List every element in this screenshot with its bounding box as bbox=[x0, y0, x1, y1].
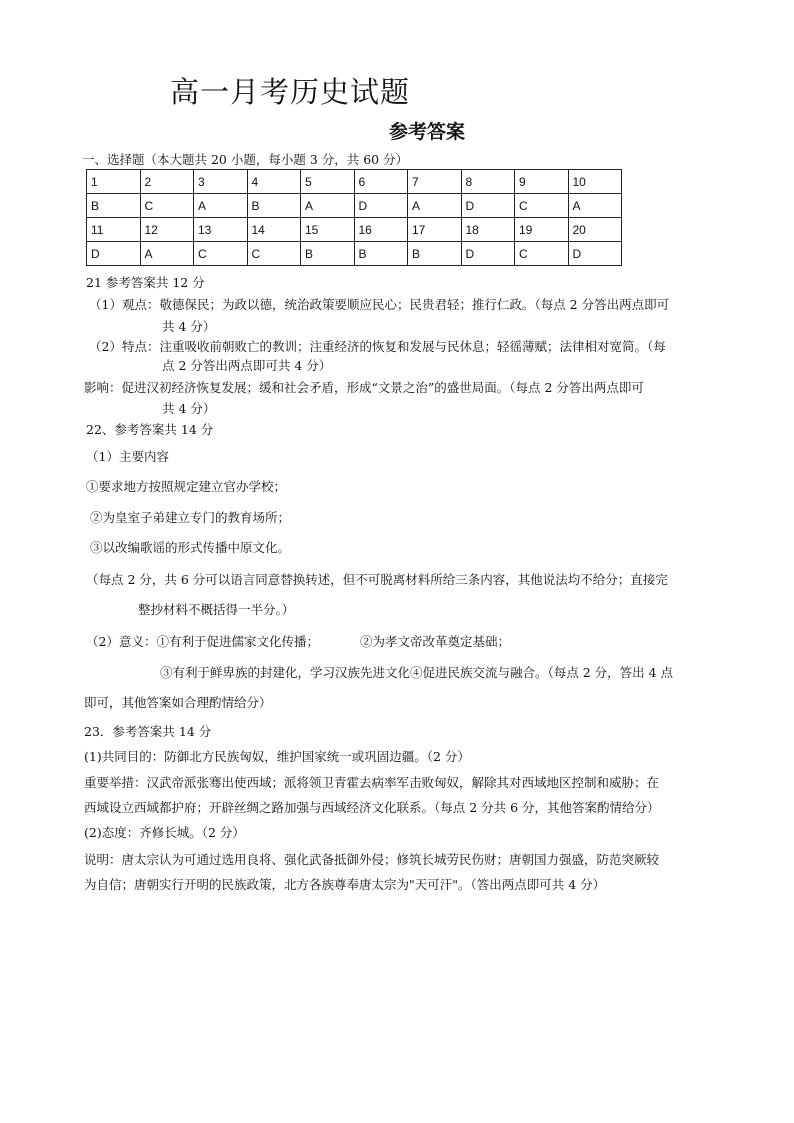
answer-table-cell: B bbox=[354, 242, 408, 266]
answer-table-cell: 20 bbox=[568, 218, 622, 242]
answer-table-cell: 14 bbox=[247, 218, 301, 242]
answer-table-cell: C bbox=[247, 242, 301, 266]
answer-table-cell: C bbox=[194, 242, 248, 266]
answer-table-cell: A bbox=[408, 194, 462, 218]
answer-table-row bbox=[87, 242, 622, 266]
q21-point3-line2: 共 4 分） bbox=[162, 401, 216, 416]
q23-point4-line2: 为自信；唐朝实行开明的民族政策，北方各族尊奉唐太宗为"天可汗"。（答出两点即可共 4 分） bbox=[84, 877, 606, 892]
answer-table-cell: 5 bbox=[301, 170, 355, 194]
answer-table-cell: C bbox=[515, 194, 569, 218]
q22-sub2-part1: （2）意义：①有利于促进儒家文化传播； bbox=[86, 634, 319, 649]
answer-table-cell: 1 bbox=[87, 170, 141, 194]
q23-point2-line1: 重要举措：汉武帝派张骞出使西域；派将领卫青霍去病率军击败匈奴，解除其对西域地区控制和威胁；在 bbox=[84, 775, 660, 790]
answer-table-cell: A bbox=[301, 194, 355, 218]
q23-point4-line1: 说明：唐太宗认为可通过选用良将、强化武备抵御外侵；修筑长城劳民伤财；唐朝国力强盛，防范突厥较 bbox=[84, 852, 660, 867]
answer-table-cell: D bbox=[568, 242, 622, 266]
answer-table-cell: A bbox=[194, 194, 248, 218]
q22-sub2-part2: ②为孝文帝改革奠定基础； bbox=[360, 634, 511, 649]
answer-table-cell: B bbox=[247, 194, 301, 218]
q22-item2: ②为皇室子弟建立专门的教育场所； bbox=[90, 510, 291, 525]
answer-table-cell: D bbox=[461, 242, 515, 266]
answer-table-cell: B bbox=[87, 194, 141, 218]
answer-table-cell: 3 bbox=[194, 170, 248, 194]
answer-table-cell: 15 bbox=[301, 218, 355, 242]
section1-heading: 一、选择题（本大题共 20 小题，每小题 3 分，共 60 分） bbox=[82, 152, 409, 167]
q23-point3: (2)态度：齐修长城。（2 分） bbox=[84, 825, 245, 840]
answer-table-row bbox=[87, 194, 622, 218]
answer-table-cell: 4 bbox=[247, 170, 301, 194]
page-subtitle: 参考答案 bbox=[388, 121, 465, 143]
answer-table-cell: 10 bbox=[568, 170, 622, 194]
q22-sub2-line2: ③有利于鲜卑族的封建化，学习汉族先进文化④促进民族交流与融合。（每点 2 分，答出 4 点 bbox=[160, 665, 674, 680]
answer-table-cell: 7 bbox=[408, 170, 462, 194]
q22-item1: ①要求地方按照规定建立官办学校； bbox=[86, 479, 287, 494]
answer-table-cell: 12 bbox=[140, 218, 194, 242]
q22-item3: ③以改编歌谣的形式传播中原文化。 bbox=[90, 540, 291, 555]
q22-note-line1: （每点 2 分，共 6 分可以语言同意替换转述，但不可脱离材料所给三条内容，其他说法均不给分；直接完 bbox=[86, 572, 668, 587]
answer-table-cell: 18 bbox=[461, 218, 515, 242]
q23-heading: 23．参考答案共 14 分 bbox=[84, 724, 212, 739]
answer-table-cell: B bbox=[408, 242, 462, 266]
answer-table-cell: 13 bbox=[194, 218, 248, 242]
page-title: 高一月考历史试题 bbox=[170, 75, 411, 109]
q23-point1: (1)共同目的：防御北方民族匈奴，维护国家统一或巩固边疆。（2 分） bbox=[84, 749, 470, 764]
q21-heading: 21 参考答案共 12 分 bbox=[86, 275, 205, 290]
answer-table-cell: D bbox=[354, 194, 408, 218]
answer-table-cell: D bbox=[87, 242, 141, 266]
q21-point1-line1: （1）观点：敬德保民；为政以德，统治政策要顺应民心；民贵君轻；推行仁政。（每点 2 分答出两点即可 bbox=[89, 297, 670, 312]
q21-point3-line1: 影响：促进汉初经济恢复发展；缓和社会矛盾，形成“文景之治”的盛世局面。（每点 2 分答出两点即可 bbox=[84, 380, 644, 395]
q23-point2-line2: 西域设立西域都护府；开辟丝绸之路加强与西域经济文化联系。（每点 2 分共 6 分，其他答案酌情给分） bbox=[84, 800, 660, 815]
answer-table-cell: 16 bbox=[354, 218, 408, 242]
answer-table-cell: 6 bbox=[354, 170, 408, 194]
answer-table-row bbox=[87, 218, 622, 242]
q22-heading: 22、参考答案共 14 分 bbox=[86, 422, 214, 437]
answer-table-cell: C bbox=[515, 242, 569, 266]
answer-table-cell: 17 bbox=[408, 218, 462, 242]
answer-table-cell: 19 bbox=[515, 218, 569, 242]
answer-table-cell: 9 bbox=[515, 170, 569, 194]
answer-table-cell: 8 bbox=[461, 170, 515, 194]
q22-note-line2: 整抄材料不概括得一半分。） bbox=[138, 602, 295, 617]
q21-point1-line2: 共 4 分） bbox=[162, 319, 216, 334]
answer-table-row bbox=[87, 170, 622, 194]
answer-table-cell: C bbox=[140, 194, 194, 218]
answer-table-cell: 2 bbox=[140, 170, 194, 194]
answer-table-cell: D bbox=[461, 194, 515, 218]
q21-point2-line1: （2）特点：注重吸收前朝败亡的教训；注重经济的恢复和发展与民休息；轻徭薄赋；法律相对宽简。（每 bbox=[89, 339, 666, 354]
answer-table-cell: A bbox=[140, 242, 194, 266]
answer-table bbox=[86, 169, 622, 266]
answer-table-cell: 11 bbox=[87, 218, 141, 242]
q21-point2-line2: 点 2 分答出两点即可共 4 分） bbox=[162, 358, 332, 373]
q22-sub2-line3: 即可，其他答案如合理酌情给分） bbox=[84, 695, 272, 710]
answer-table-cell: B bbox=[301, 242, 355, 266]
q22-sub1: （1）主要内容 bbox=[86, 449, 169, 464]
answer-table-cell: A bbox=[568, 194, 622, 218]
